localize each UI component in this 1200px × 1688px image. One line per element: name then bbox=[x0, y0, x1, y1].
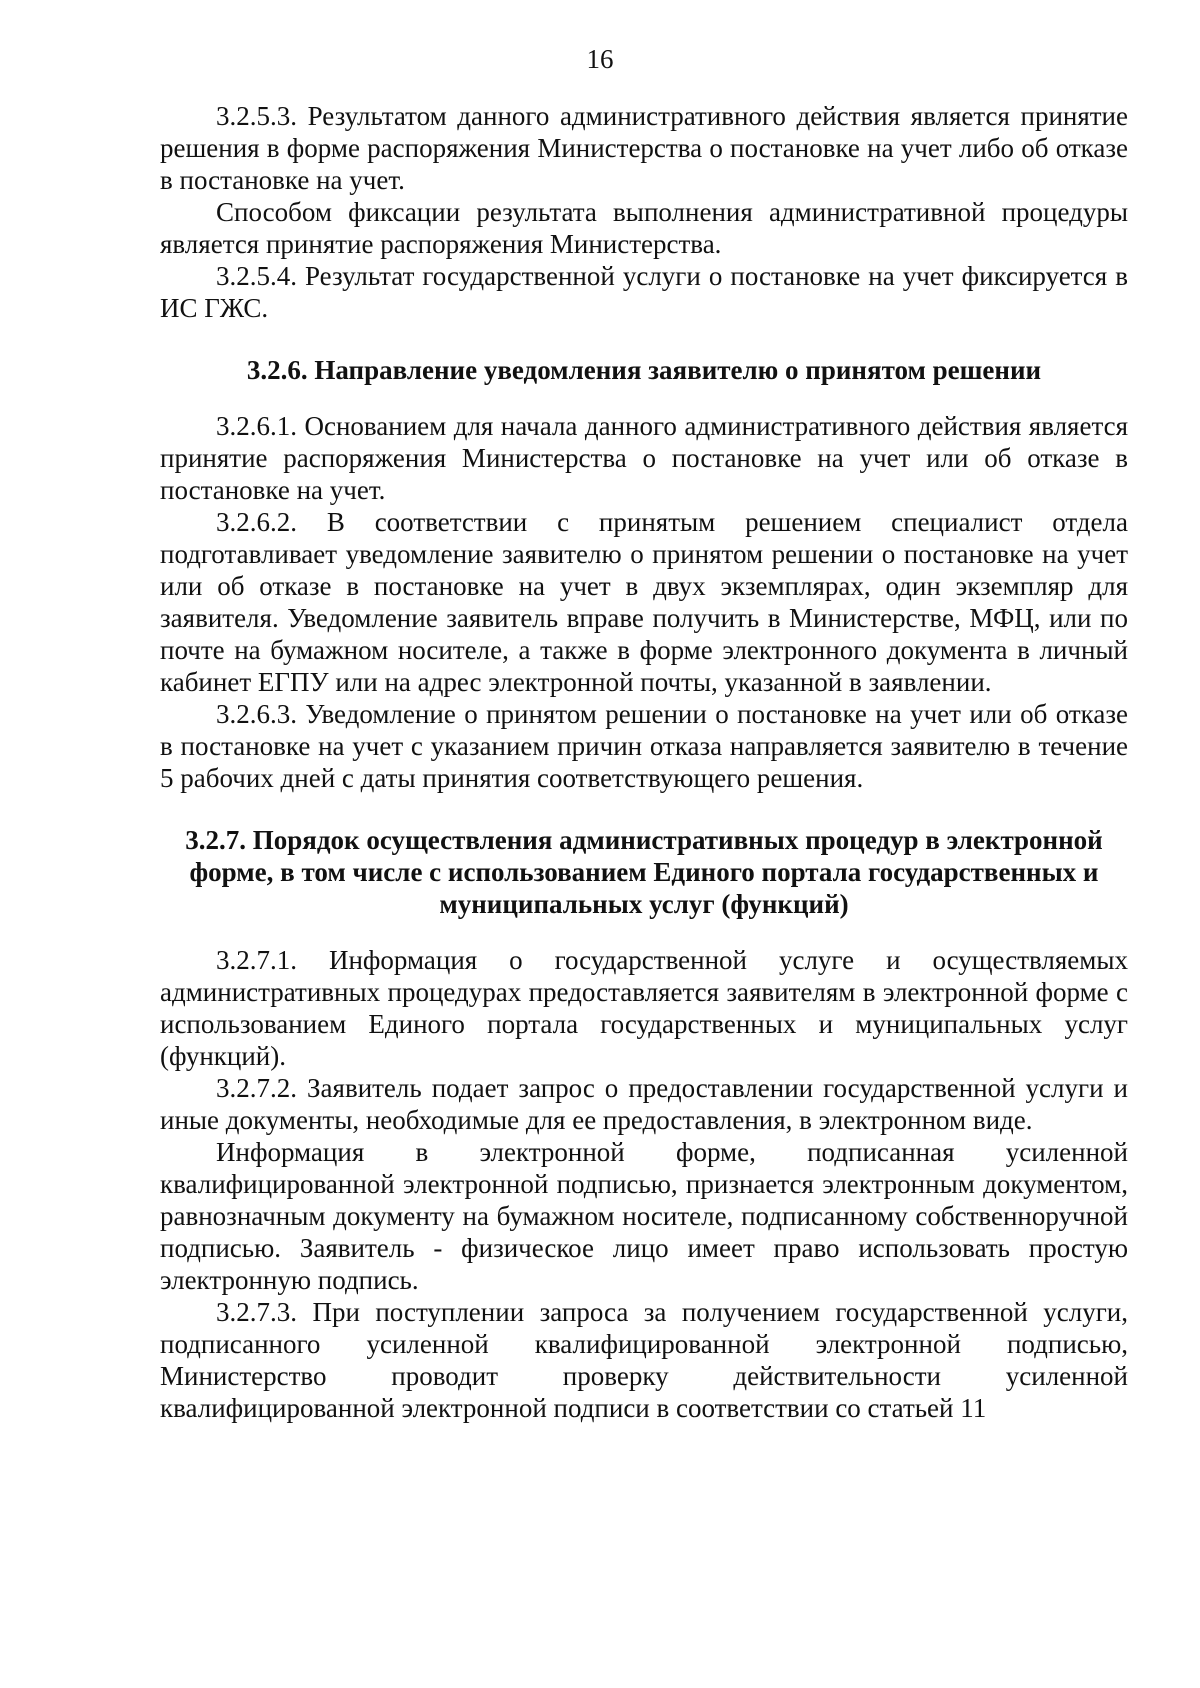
paragraph-3-2-6-1: 3.2.6.1. Основанием для начала данного административного действия является принятие распоряжения Министерства о постановке на учет или об отказе в постановке на учет. bbox=[160, 411, 1128, 505]
paragraph-3-2-5-3: 3.2.5.3. Результатом данного административного действия является принятие решения в форме распоряжения Министерства о постановке на учет либо об отказе в постановке на учет. bbox=[160, 101, 1128, 195]
paragraph-3-2-6-3: 3.2.6.3. Уведомление о принятом решении о постановке на учет или об отказе в постановке на учет с указанием причин отказа направляется заявителю в течение 5 рабочих дней с даты принятия соответствующего решения. bbox=[160, 699, 1128, 793]
section-heading-3-2-6: 3.2.6. Направление уведомления заявителю о принятом решении bbox=[246, 355, 1042, 385]
paragraph-3-2-6-2: 3.2.6.2. В соответствии с принятым решением специалист отдела подготавливает уведомление заявителю о принятом решении о постановке на учет или об отказе в постановке на учет в двух экземплярах, один экземпляр для заявителя. Уведомление заявитель вправе получить в Министерстве, МФЦ, или по почте на бумажном носителе, а также в форме электронного документа в личный кабинет ЕГПУ или на адрес электронной почты, указанной в заявлении. bbox=[160, 507, 1128, 697]
paragraph-3-2-5-4: 3.2.5.4. Результат государственной услуги о постановке на учет фиксируется в ИС ГЖС. bbox=[160, 261, 1128, 323]
paragraph-3-2-7-2: 3.2.7.2. Заявитель подает запрос о предоставлении государственной услуги и иные документы, необходимые для ее предоставления, в электронном виде. bbox=[160, 1073, 1128, 1135]
page-number: 16 bbox=[586, 44, 614, 74]
paragraph-3-2-7-1: 3.2.7.1. Информация о государственной услуге и осуществляемых административных процедурах предоставляется заявителям в электронной форме с использованием Единого портала государственных и муниципальных услуг (функций). bbox=[160, 945, 1128, 1071]
section-heading-3-2-7: 3.2.7. Порядок осуществления административных процедур в электронной форме, в том числе с использованием Единого портала государственных и муниципальных услуг (функций) bbox=[185, 825, 1103, 919]
document-body bbox=[160, 100, 1128, 1424]
paragraph-electronic-signature: Информация в электронной форме, подписанная усиленной квалифицированной электронной подписью, признается электронным документом, равнозначным документу на бумажном носителе, подписанному собственноручной подписью. Заявитель - физическое лицо имеет право использовать простую электронную подпись. bbox=[160, 1137, 1128, 1295]
paragraph-3-2-7-3: 3.2.7.3. При поступлении запроса за получением государственной услуги, подписанного усиленной квалифицированной электронной подписью, Министерство проводит проверку действительности усиленной квалифицированной электронной подписи в соответствии со статьей 11 bbox=[160, 1297, 1128, 1423]
paragraph-fixation-method: Способом фиксации результата выполнения административной процедуры является принятие распоряжения Министерства. bbox=[160, 197, 1128, 259]
